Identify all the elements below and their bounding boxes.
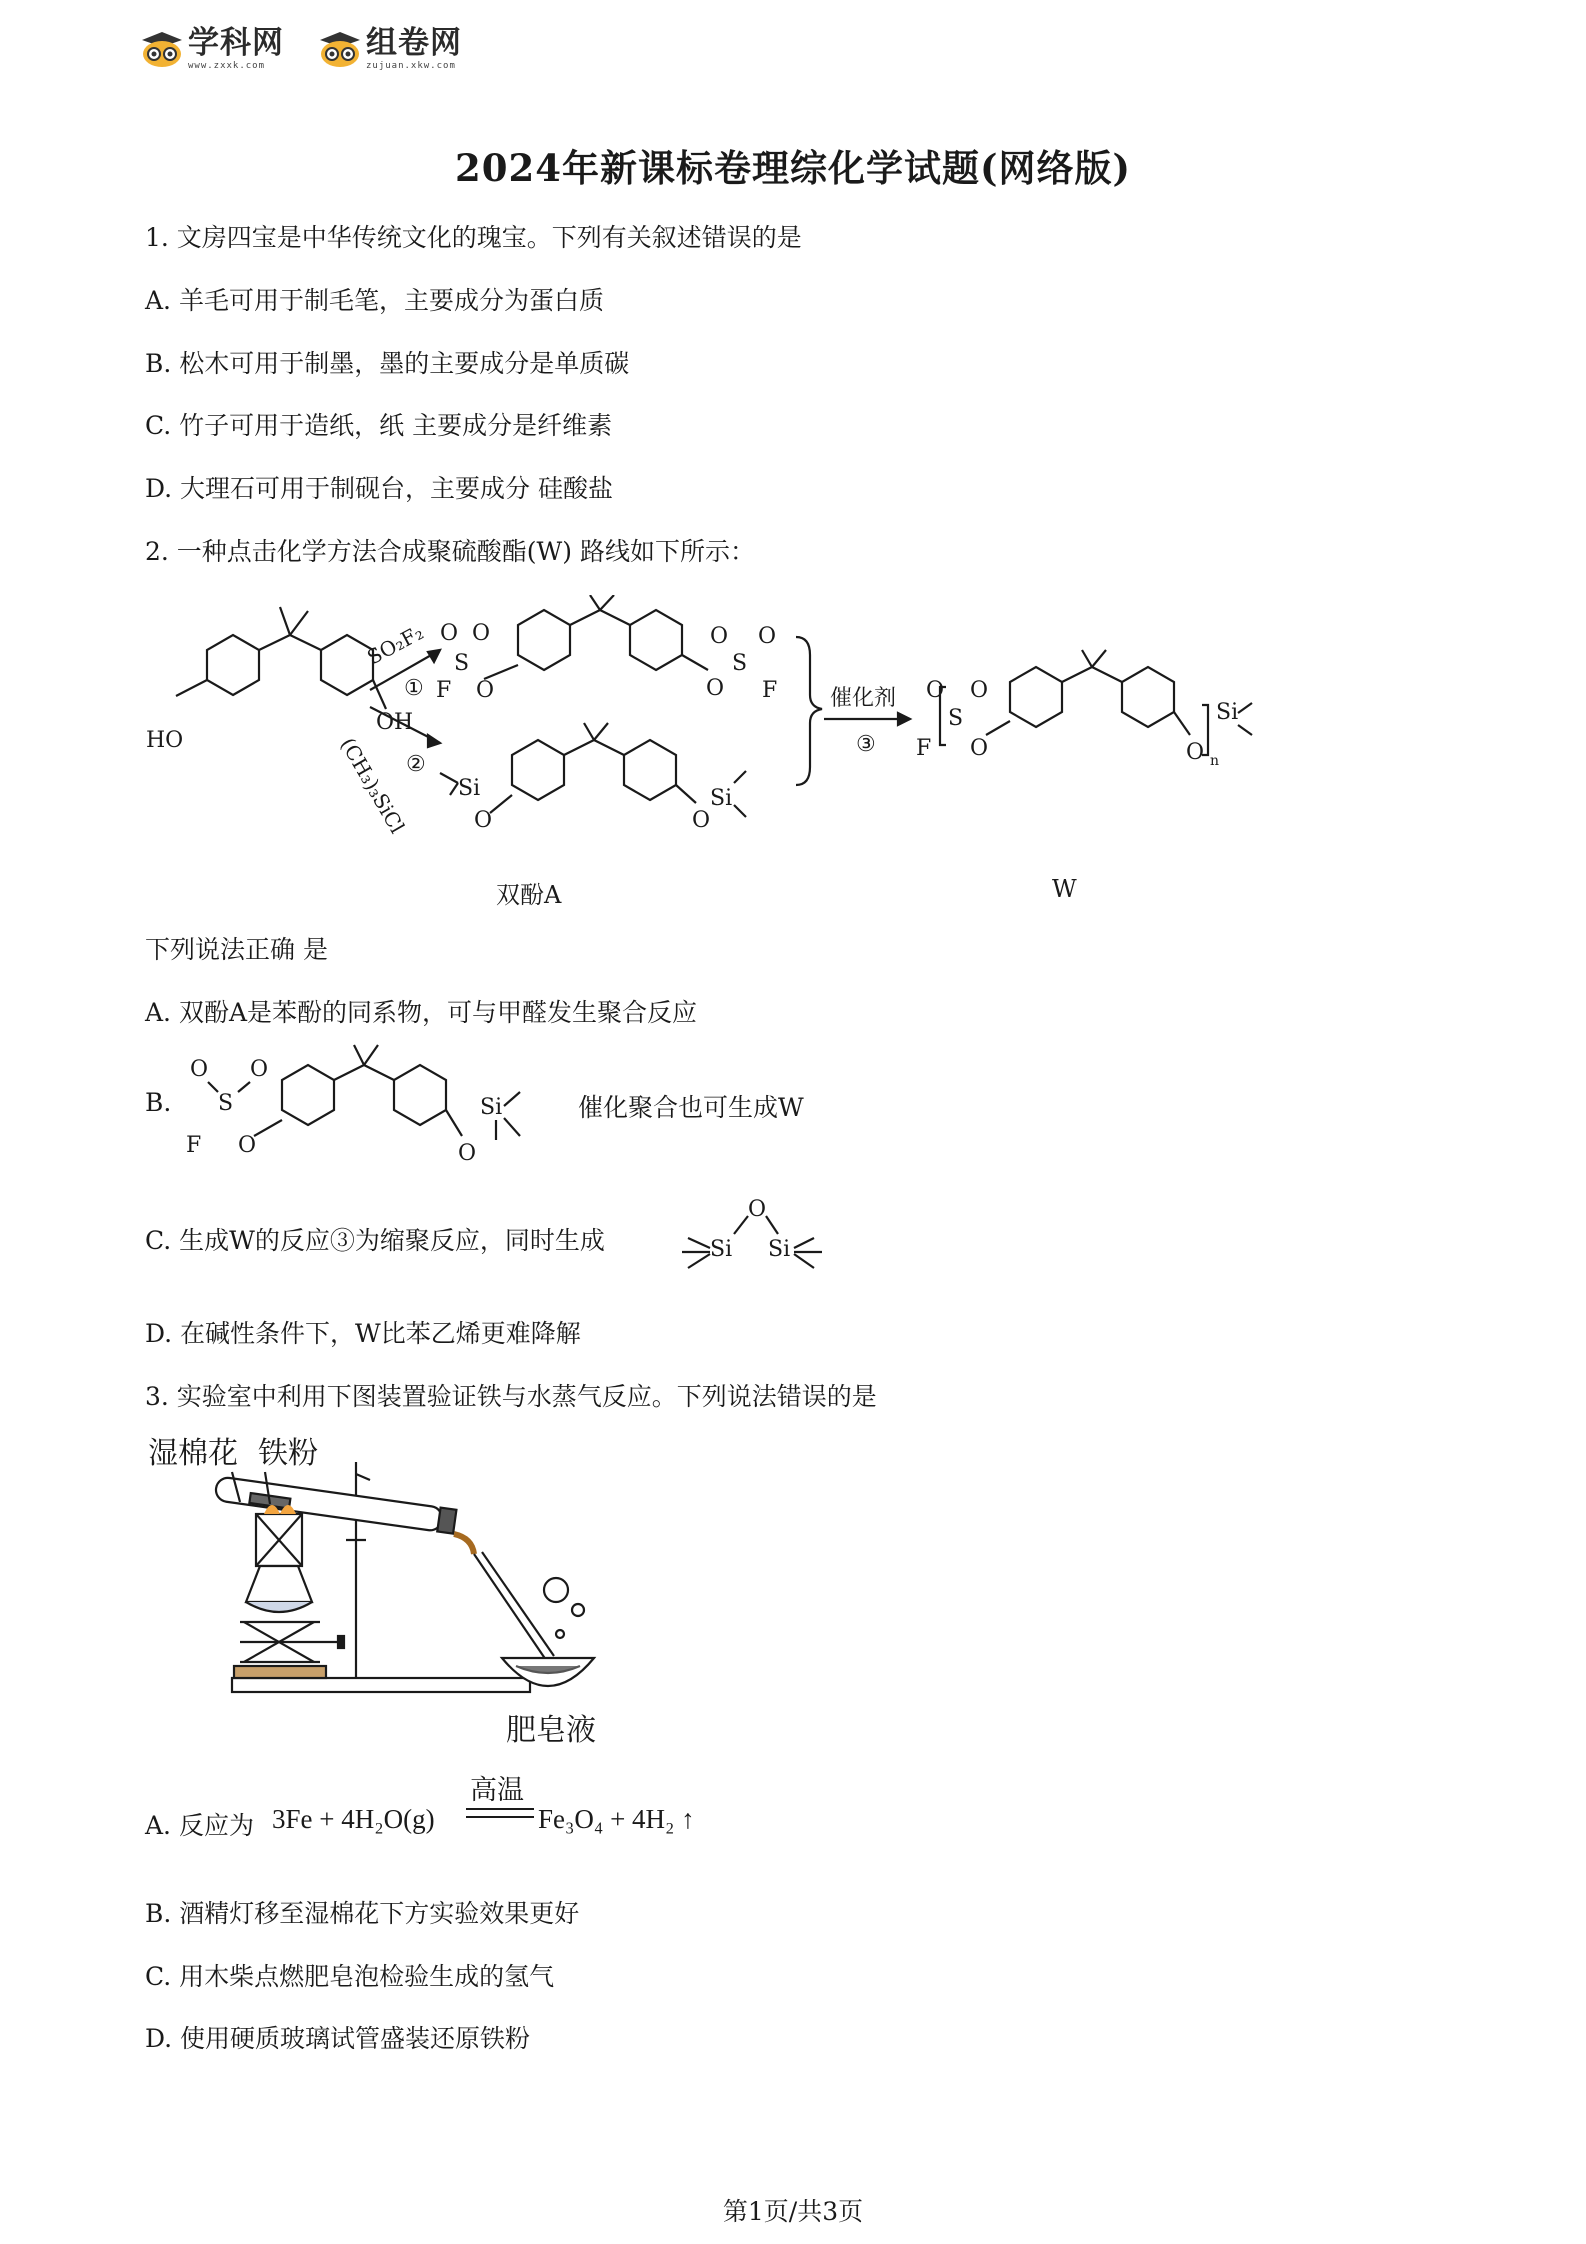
- logo-url: zujuan.xkw.com: [366, 60, 456, 71]
- q3-option-a-right: Fe₃O₄ + 4H₂ ↑: [538, 1804, 695, 1834]
- apparatus-diagram: [150, 1462, 630, 1706]
- svg-text:O: O: [238, 1133, 257, 1158]
- q3-option-a-prefix: A. 反应为: [145, 1811, 254, 1840]
- svg-text:F: F: [762, 678, 778, 703]
- synthesis-scheme: [140, 595, 1280, 839]
- label-soap-solution: 肥皂液: [506, 1713, 596, 1748]
- label-bisphenol-a: 双酚A: [496, 881, 562, 909]
- q1-option-b: B. 松木可用于制墨，墨的主要成分是单质碳: [145, 349, 630, 378]
- q2-option-b-prefix: B.: [145, 1088, 172, 1117]
- q1-option-c: C. 竹子可用于造纸，纸 主要成分是纤维素: [145, 411, 613, 440]
- svg-text:O: O: [458, 1141, 477, 1166]
- svg-text:Si: Si: [1216, 700, 1239, 725]
- q2-option-b-text: 催化聚合也可生成W: [578, 1093, 804, 1122]
- svg-text:Si: Si: [710, 1237, 733, 1262]
- label-iron-powder: 铁粉: [258, 1436, 318, 1471]
- owl-logo-icon: [140, 30, 184, 68]
- q1-option-d: D. 大理石可用于制砚台，主要成分 硅酸盐: [145, 474, 613, 503]
- svg-text:Si: Si: [768, 1237, 791, 1262]
- svg-text:Si: Si: [710, 786, 733, 811]
- svg-text:O: O: [474, 808, 493, 833]
- q3-option-a-left: 3Fe + 4H₂O(g): [272, 1804, 435, 1834]
- svg-text:O: O: [190, 1057, 209, 1082]
- q3-option-b: B. 酒精灯移至湿棉花下方实验效果更好: [145, 1899, 580, 1928]
- label-wet-cotton: 湿棉花: [148, 1436, 238, 1471]
- q2-option-d: D. 在碱性条件下，W比苯乙烯更难降解: [145, 1319, 581, 1348]
- svg-text:O: O: [926, 678, 945, 703]
- svg-text:F: F: [916, 736, 932, 761]
- svg-text:O: O: [1186, 740, 1205, 765]
- owl-logo-icon: [318, 30, 362, 68]
- svg-text:n: n: [1210, 753, 1220, 769]
- option-b-structure: [180, 1040, 580, 1174]
- svg-text:O: O: [748, 1197, 767, 1222]
- svg-text:O: O: [970, 736, 989, 761]
- hexamethyldisiloxane-structure: [680, 1190, 850, 1284]
- q2-option-c-text: C. 生成W的反应③为缩聚反应，同时生成: [145, 1226, 605, 1255]
- svg-text:O: O: [476, 678, 495, 703]
- logo-zxxk: [140, 22, 284, 76]
- logo-name: 学科网: [188, 24, 284, 61]
- svg-text:Si: Si: [480, 1095, 503, 1120]
- q1-option-a: A. 羊毛可用于制毛笔，主要成分为蛋白质: [145, 286, 604, 315]
- step-2-label: ②: [406, 752, 426, 777]
- q3-stem: 3. 实验室中利用下图装置验证铁与水蒸气反应。下列说法错误的是: [145, 1382, 877, 1411]
- q2-prompt: 下列说法正确 是: [145, 935, 328, 964]
- label-w: W: [1052, 875, 1077, 903]
- reagent-so2f2: SO₂F₂: [363, 620, 428, 670]
- bis-fluorosulfate-structure: [436, 595, 777, 703]
- svg-text:F: F: [186, 1133, 202, 1158]
- svg-text:O: O: [440, 621, 459, 646]
- svg-text:O: O: [706, 676, 725, 701]
- atom-oh: OH: [376, 710, 414, 735]
- svg-text:S: S: [454, 651, 470, 676]
- q3-option-c: C. 用木柴点燃肥皂泡检验生成的氢气: [145, 1962, 555, 1991]
- svg-text:F: F: [436, 678, 452, 703]
- svg-text:O: O: [250, 1057, 269, 1082]
- page-title: 2024年新课标卷理综化学试题(网络版): [455, 146, 1131, 190]
- step-1-label: ①: [404, 676, 424, 701]
- svg-text:O: O: [472, 621, 491, 646]
- q3-option-d: D. 使用硬质玻璃试管盛装还原铁粉: [145, 2024, 531, 2053]
- polymer-w-structure: [916, 650, 1252, 769]
- bisphenol-a-structure: [146, 607, 413, 753]
- svg-text:O: O: [758, 624, 777, 649]
- logo-url: www.zxxk.com: [188, 60, 266, 71]
- svg-text:S: S: [948, 706, 964, 731]
- page-footer: 第1页/共3页: [722, 2197, 864, 2226]
- svg-text:O: O: [692, 808, 711, 833]
- svg-text:O: O: [710, 624, 729, 649]
- catalyst-label: 催化剂: [830, 686, 897, 711]
- q2-stem: 2. 一种点击化学方法合成聚硫酸酯(W) 路线如下所示：: [145, 537, 755, 566]
- svg-text:S: S: [732, 651, 748, 676]
- step-3-label: ③: [856, 732, 876, 757]
- atom-ho: HO: [146, 728, 184, 753]
- q1-stem: 1. 文房四宝是中华传统文化的瑰宝。下列有关叙述错误的是: [145, 223, 802, 252]
- svg-text:Si: Si: [458, 776, 481, 801]
- svg-text:S: S: [218, 1091, 234, 1116]
- logo-zujuan: [318, 22, 462, 76]
- reagent-tmscl: (CH₃)₃SiCl: [335, 733, 410, 835]
- svg-text:O: O: [970, 678, 989, 703]
- bis-tms-ether-structure: [440, 723, 746, 833]
- q3-option-a-condition: 高温: [470, 1775, 524, 1806]
- q2-option-a: A. 双酚A是苯酚的同系物，可与甲醛发生聚合反应: [145, 998, 698, 1027]
- equals-sign-icon: [466, 1806, 534, 1826]
- logo-name: 组卷网: [366, 24, 462, 61]
